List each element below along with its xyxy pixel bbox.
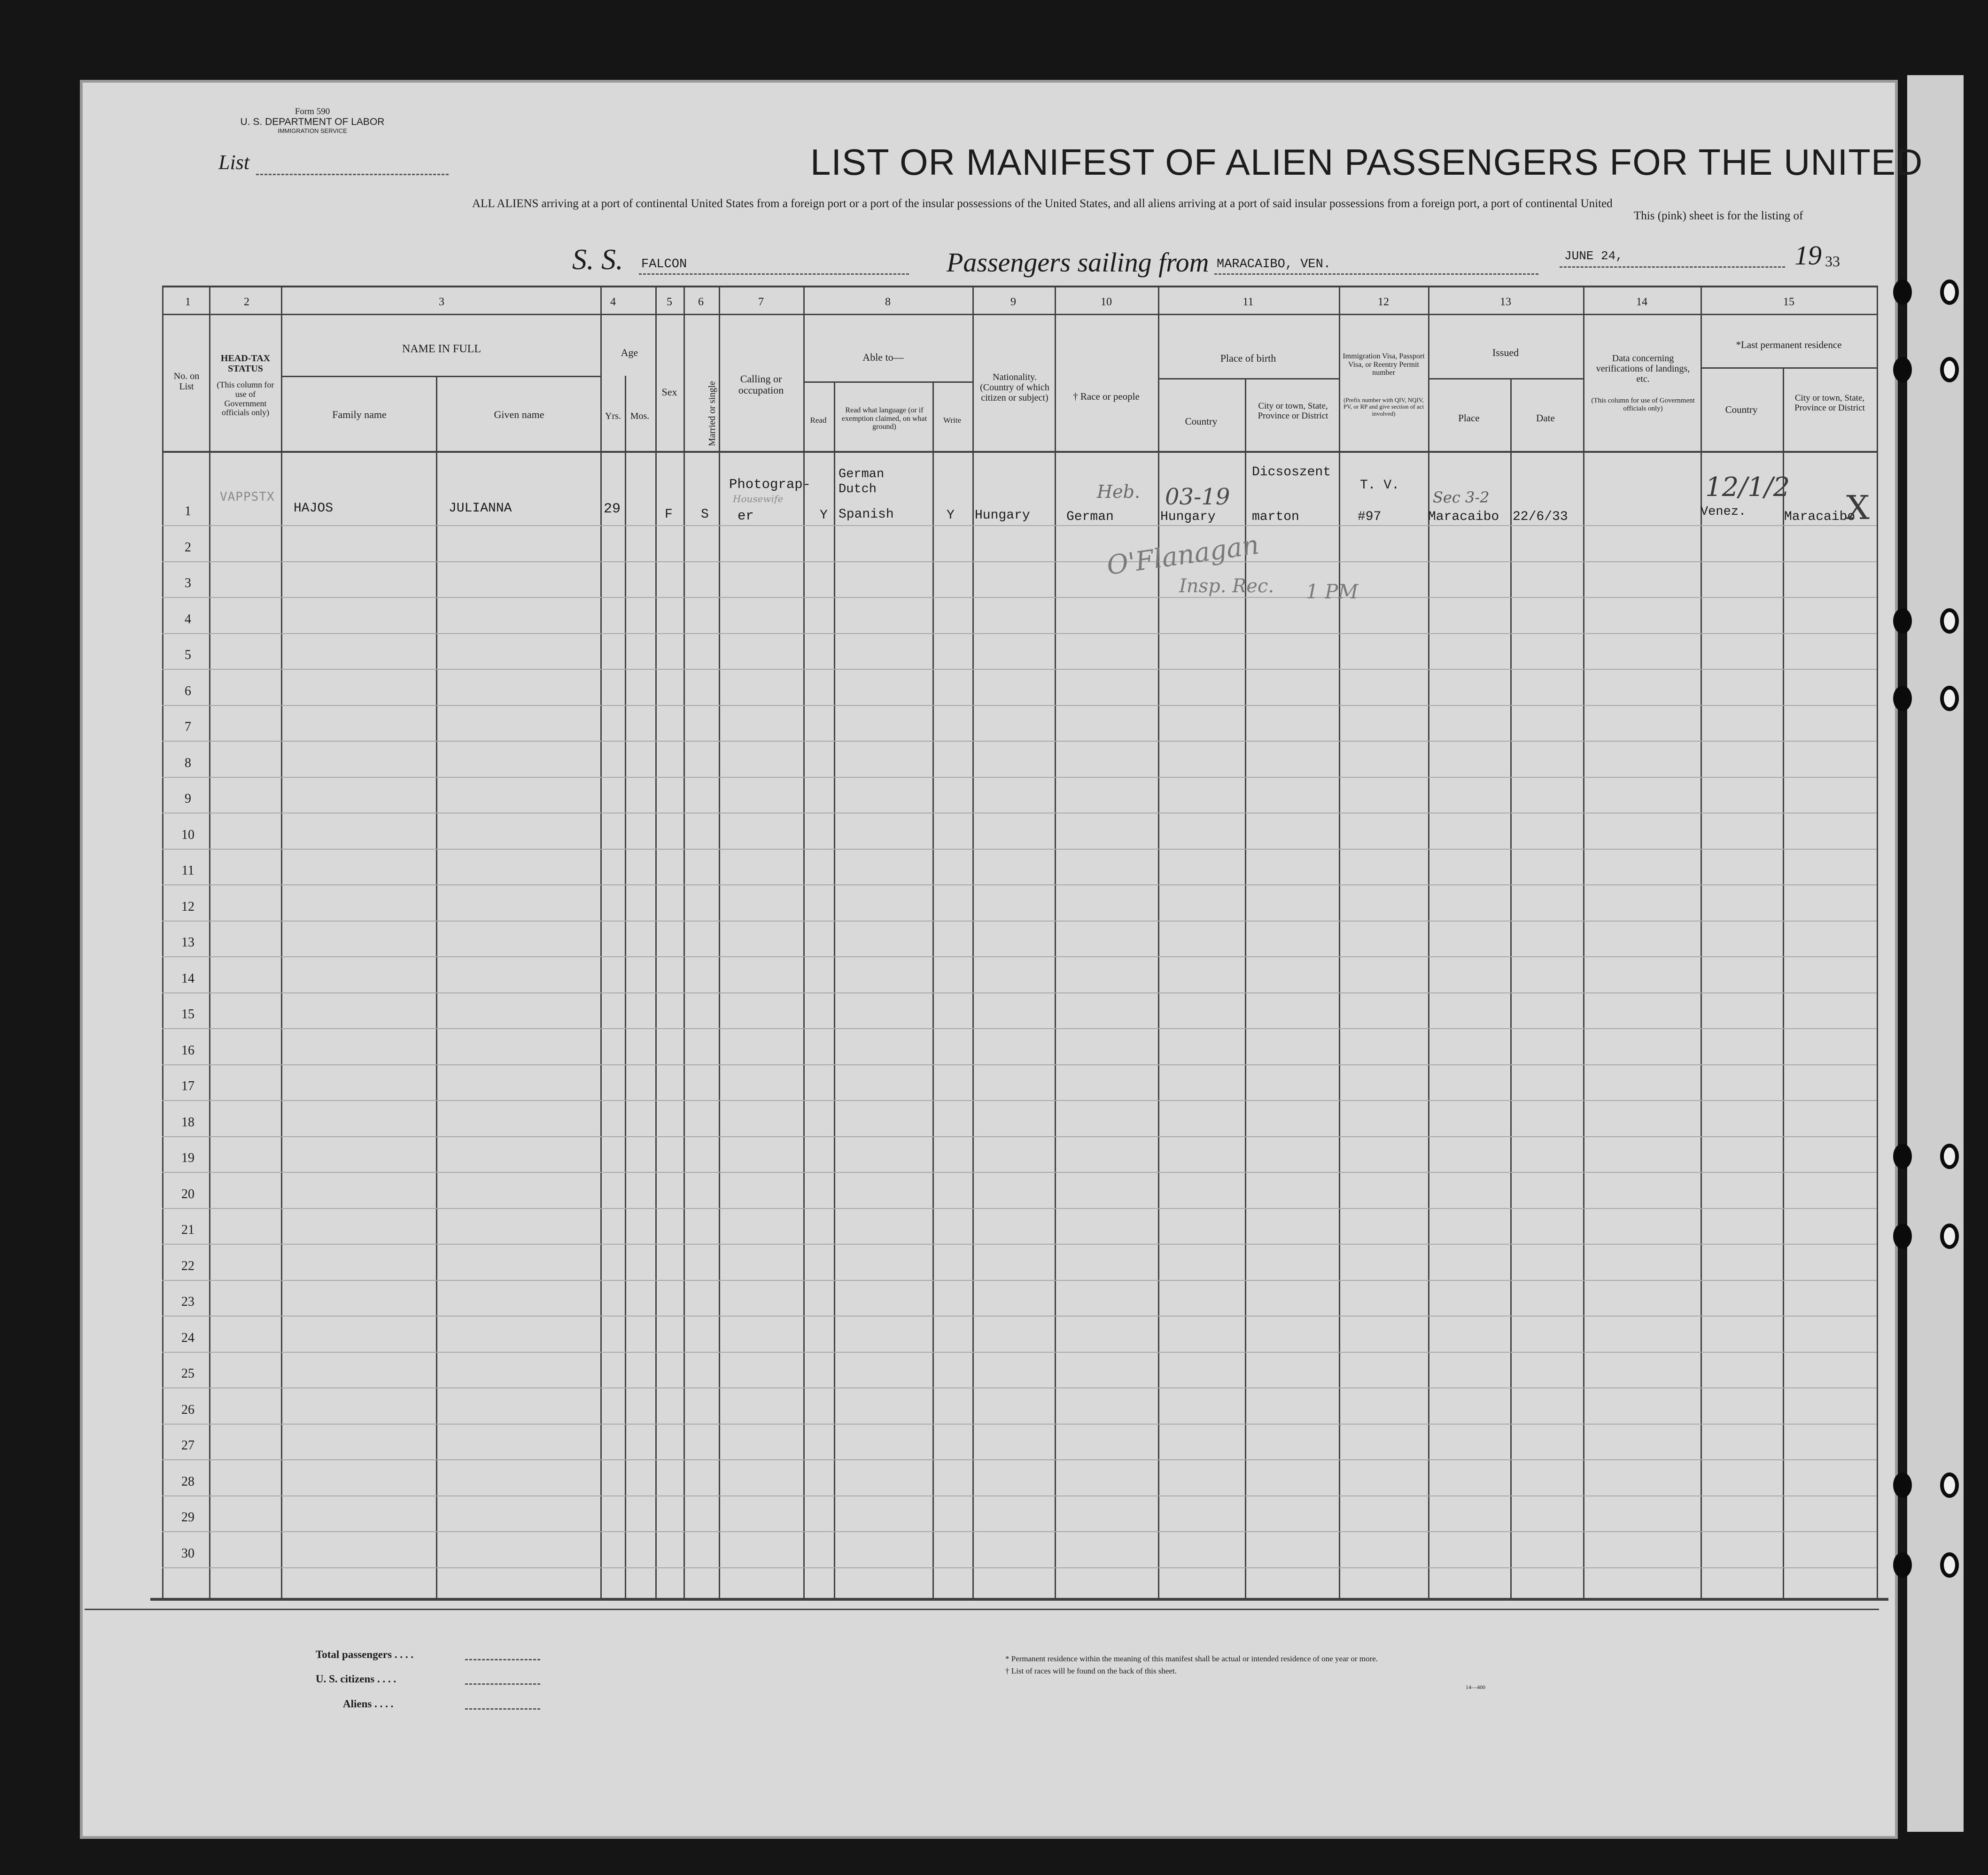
header-no-on-list: No. on List	[173, 371, 200, 392]
departure-date: JUNE 24,	[1564, 249, 1623, 263]
row-number: 24	[181, 1330, 194, 1345]
cell-marital: S	[701, 507, 709, 522]
row-number: 8	[185, 755, 191, 770]
cell-birth-country: Hungary	[1160, 510, 1216, 524]
col-number: 15	[1783, 296, 1794, 308]
form-title: LIST OR MANIFEST OF ALIEN PASSENGERS FOR THE UNITED	[810, 141, 1923, 183]
col-number: 3	[439, 296, 444, 308]
row-number: 17	[181, 1079, 194, 1093]
row-number: 18	[181, 1115, 194, 1130]
cell-age-years: 29	[604, 501, 621, 517]
row-rule	[162, 1100, 1877, 1101]
birth-annotation: 03-19	[1165, 484, 1230, 510]
cell-issued-date: 22/6/33	[1513, 510, 1568, 524]
row-number: 20	[181, 1186, 194, 1201]
row-rule	[162, 1028, 1877, 1029]
ship-name: FALCON	[641, 257, 687, 271]
row-number: 5	[185, 648, 191, 662]
inspector-title: Insp. Rec.	[1179, 575, 1274, 597]
binder-hole-icon	[1893, 357, 1912, 382]
row-number: 14	[181, 971, 194, 986]
row-number: 13	[181, 935, 194, 950]
col-number: 13	[1500, 296, 1511, 308]
header-nationality: Nationality. (Country of which citizen or subject)	[980, 372, 1049, 403]
footer-aliens: Aliens . . . .	[343, 1698, 394, 1710]
binder-ring-icon	[1940, 608, 1959, 634]
header-yrs: Yrs.	[605, 411, 621, 421]
cell-sex: F	[665, 507, 673, 522]
header-landing-note: (This column for use of Government officials only)	[1591, 397, 1695, 412]
row-rule	[162, 1280, 1877, 1281]
footer-note-races: † List of races will be found on the back of this sheet.	[1005, 1666, 1177, 1675]
binder-hole-icon	[1893, 1224, 1912, 1249]
inspection-time: 1 PM	[1306, 580, 1359, 603]
header-mos: Mos.	[630, 411, 650, 421]
header-place-of-birth: Place of birth	[1220, 352, 1276, 364]
header-able-to: Able to—	[862, 351, 904, 363]
row-number: 4	[185, 612, 191, 627]
row-rule	[162, 1531, 1877, 1532]
row-rule	[162, 849, 1877, 850]
binder-hole-icon	[1893, 608, 1912, 634]
header-head-tax-note: (This column for use of Government officials only)	[217, 380, 274, 418]
row-number: 30	[181, 1546, 194, 1561]
form-subtitle-2: This (pink) sheet is for the listing of	[1634, 209, 1803, 222]
sailing-label: Passengers sailing from	[947, 247, 1209, 278]
row-rule	[162, 1567, 1877, 1568]
row-number: 16	[181, 1043, 194, 1058]
residence-annotation: 12/1/2	[1705, 472, 1790, 503]
row-rule	[162, 1208, 1877, 1209]
header-read: Read	[810, 416, 827, 425]
col-number: 1	[185, 296, 191, 308]
header-name-in-full: NAME IN FULL	[402, 343, 481, 355]
row-rule	[162, 705, 1877, 706]
row-rule	[162, 956, 1877, 957]
header-calling: Calling or occupation	[738, 373, 784, 396]
header-res-city: City or town, State, Province or District	[1794, 393, 1865, 413]
cell-occupation-2: er	[738, 508, 754, 524]
header-last-residence: *Last permanent residence	[1736, 339, 1842, 350]
header-given-name: Given name	[494, 409, 544, 420]
race-annotation: Heb.	[1097, 481, 1141, 502]
row-rule	[162, 1424, 1877, 1425]
col-number: 12	[1378, 296, 1389, 308]
col-number: 8	[885, 296, 891, 308]
row-number: 1	[185, 504, 191, 519]
cell-res-city: Maracaibo	[1784, 510, 1856, 524]
row-rule	[162, 813, 1877, 814]
col-number: 14	[1636, 296, 1647, 308]
row-number: 21	[181, 1223, 194, 1237]
header-sex: Sex	[661, 386, 677, 398]
row-number: 2	[185, 540, 191, 555]
col-number: 9	[1010, 296, 1016, 308]
row-rule	[162, 1387, 1877, 1388]
row-rule	[162, 1495, 1877, 1496]
header-issued: Issued	[1492, 347, 1519, 358]
cell-birth-city-2: marton	[1252, 510, 1299, 524]
cell-write: Y	[947, 508, 955, 523]
year-prefix: 19	[1794, 240, 1822, 271]
header-head-tax: HEAD-TAX STATUS	[220, 353, 271, 374]
col-number: 2	[244, 296, 249, 308]
binder-hole-icon	[1893, 1144, 1912, 1169]
row-rule	[162, 992, 1877, 993]
header-issued-place: Place	[1458, 412, 1480, 424]
row-rule	[162, 669, 1877, 670]
binder-hole-icon	[1893, 1472, 1912, 1498]
ss-label: S. S.	[572, 244, 623, 276]
row-rule	[162, 1352, 1877, 1353]
row-rule	[162, 1244, 1877, 1245]
cell-res-country: Venez.	[1701, 505, 1747, 519]
binder-hole-icon	[1893, 279, 1912, 305]
row-number: 11	[181, 863, 194, 878]
row-number: 12	[181, 899, 194, 914]
row-number: 23	[181, 1294, 194, 1309]
header-write: Write	[943, 416, 962, 425]
cell-visa-1: T. V.	[1360, 478, 1400, 493]
header-landing-data: Data concerning verifications of landings, etc.	[1596, 353, 1690, 384]
binder-ring-icon	[1940, 279, 1959, 305]
header-age: Age	[621, 347, 638, 358]
row-number: 22	[181, 1258, 194, 1273]
year-suffix: 33	[1825, 253, 1840, 270]
form-number: Form 590	[295, 107, 330, 116]
row-number: 28	[181, 1474, 194, 1489]
cell-language-3: Spanish	[839, 507, 894, 522]
row-rule	[162, 1064, 1877, 1065]
department: U. S. DEPARTMENT OF LABOR	[240, 116, 385, 127]
row-rule	[162, 1172, 1877, 1173]
row-rule	[162, 741, 1877, 742]
row-number: 6	[185, 683, 191, 698]
binder-ring-icon	[1940, 1144, 1959, 1169]
cell-race: German	[1066, 510, 1114, 524]
binder-ring-icon	[1940, 357, 1959, 382]
header-race: † Race or people	[1073, 391, 1140, 402]
cell-issued-place: Maracaibo	[1428, 510, 1499, 524]
row-number: 10	[181, 827, 194, 842]
header-birth-country: Country	[1185, 416, 1218, 427]
col-number: 5	[667, 296, 672, 308]
col-number: 6	[698, 296, 704, 308]
header-res-country: Country	[1725, 404, 1758, 415]
inspector-signature: O'Flanagan	[1105, 529, 1261, 581]
row-number: 27	[181, 1438, 194, 1453]
row-number: 29	[181, 1510, 194, 1525]
row-number: 26	[181, 1402, 194, 1417]
row-number: 19	[181, 1151, 194, 1165]
row-number: 15	[181, 1007, 194, 1022]
row-number: 25	[181, 1366, 194, 1381]
departure-port: MARACAIBO, VEN.	[1217, 257, 1331, 271]
header-issued-date: Date	[1536, 412, 1555, 424]
occupation-annotation: Housewife	[733, 493, 784, 504]
header-birth-city: City or town, State, Province or District	[1258, 401, 1328, 421]
checkmark: X	[1846, 488, 1870, 527]
row-number: 7	[185, 720, 191, 734]
col-number: 4	[610, 296, 616, 308]
row-number: 3	[185, 576, 191, 590]
cell-language-1: German	[839, 467, 885, 481]
form-subtitle: ALL ALIENS arriving at a port of continental United States from a foreign port or a port of the insular possessions of the United States, and all aliens arriving at a port of said insular possessions from a foreign port, a port of continental United	[472, 197, 1613, 210]
binder-ring-icon	[1940, 1552, 1959, 1578]
row-rule	[162, 884, 1877, 885]
binder-ring-icon	[1940, 1224, 1959, 1249]
header-family-name: Family name	[332, 409, 387, 420]
binder-hole-icon	[1893, 1552, 1912, 1578]
cell-visa-2: #97	[1358, 510, 1382, 524]
cell-read: Y	[820, 508, 828, 523]
row-number: 9	[185, 791, 191, 806]
manifest-sheet	[80, 80, 1898, 1839]
footer-note-residence: * Permanent residence within the meaning of this manifest shall be actual or intended residence of one year or more.	[1005, 1654, 1378, 1663]
row-rule	[162, 921, 1877, 922]
row-rule	[162, 1316, 1877, 1317]
cell-nationality: Hungary	[975, 508, 1030, 523]
header-read-language: Read what language (or if exemption claimed, on what ground)	[841, 406, 927, 431]
col-number: 11	[1242, 296, 1254, 308]
footer-print-code: 14—400	[1466, 1684, 1485, 1690]
row-rule	[162, 633, 1877, 634]
cell-occupation-1: Photograp-	[729, 477, 811, 492]
binder-hole-icon	[1893, 686, 1912, 711]
cell-birth-city-1: Dicsoszent	[1252, 465, 1331, 480]
head-tax-stamp: VAPPSTX	[220, 490, 275, 504]
list-label: List	[218, 151, 250, 174]
col-number: 7	[758, 296, 764, 308]
header-visa-note: (Prefix number with QIV, NQIV, PV, or RP and give section of act involved)	[1343, 396, 1424, 417]
row-rule	[162, 597, 1877, 598]
row-rule	[162, 777, 1877, 778]
binder-ring-icon	[1940, 1472, 1959, 1498]
footer-total-passengers: Total passengers . . . .	[316, 1649, 414, 1660]
col-number: 10	[1101, 296, 1112, 308]
visa-annotation: Sec 3-2	[1433, 488, 1490, 506]
cell-family-name: HAJOS	[294, 501, 334, 516]
cell-given-name: JULIANNA	[449, 501, 512, 516]
service: IMMIGRATION SERVICE	[278, 127, 347, 134]
header-visa: Immigration Visa, Passport Visa, or Reentry Permit number	[1343, 352, 1425, 377]
cell-language-2: Dutch	[839, 482, 877, 496]
row-rule	[162, 1136, 1877, 1137]
binder-ring-icon	[1940, 686, 1959, 711]
row-rule	[162, 561, 1877, 562]
row-rule	[162, 1459, 1877, 1460]
header-married: Married or single	[707, 381, 717, 446]
footer-us-citizens: U. S. citizens . . . .	[316, 1673, 396, 1685]
row-rule	[162, 525, 1877, 526]
